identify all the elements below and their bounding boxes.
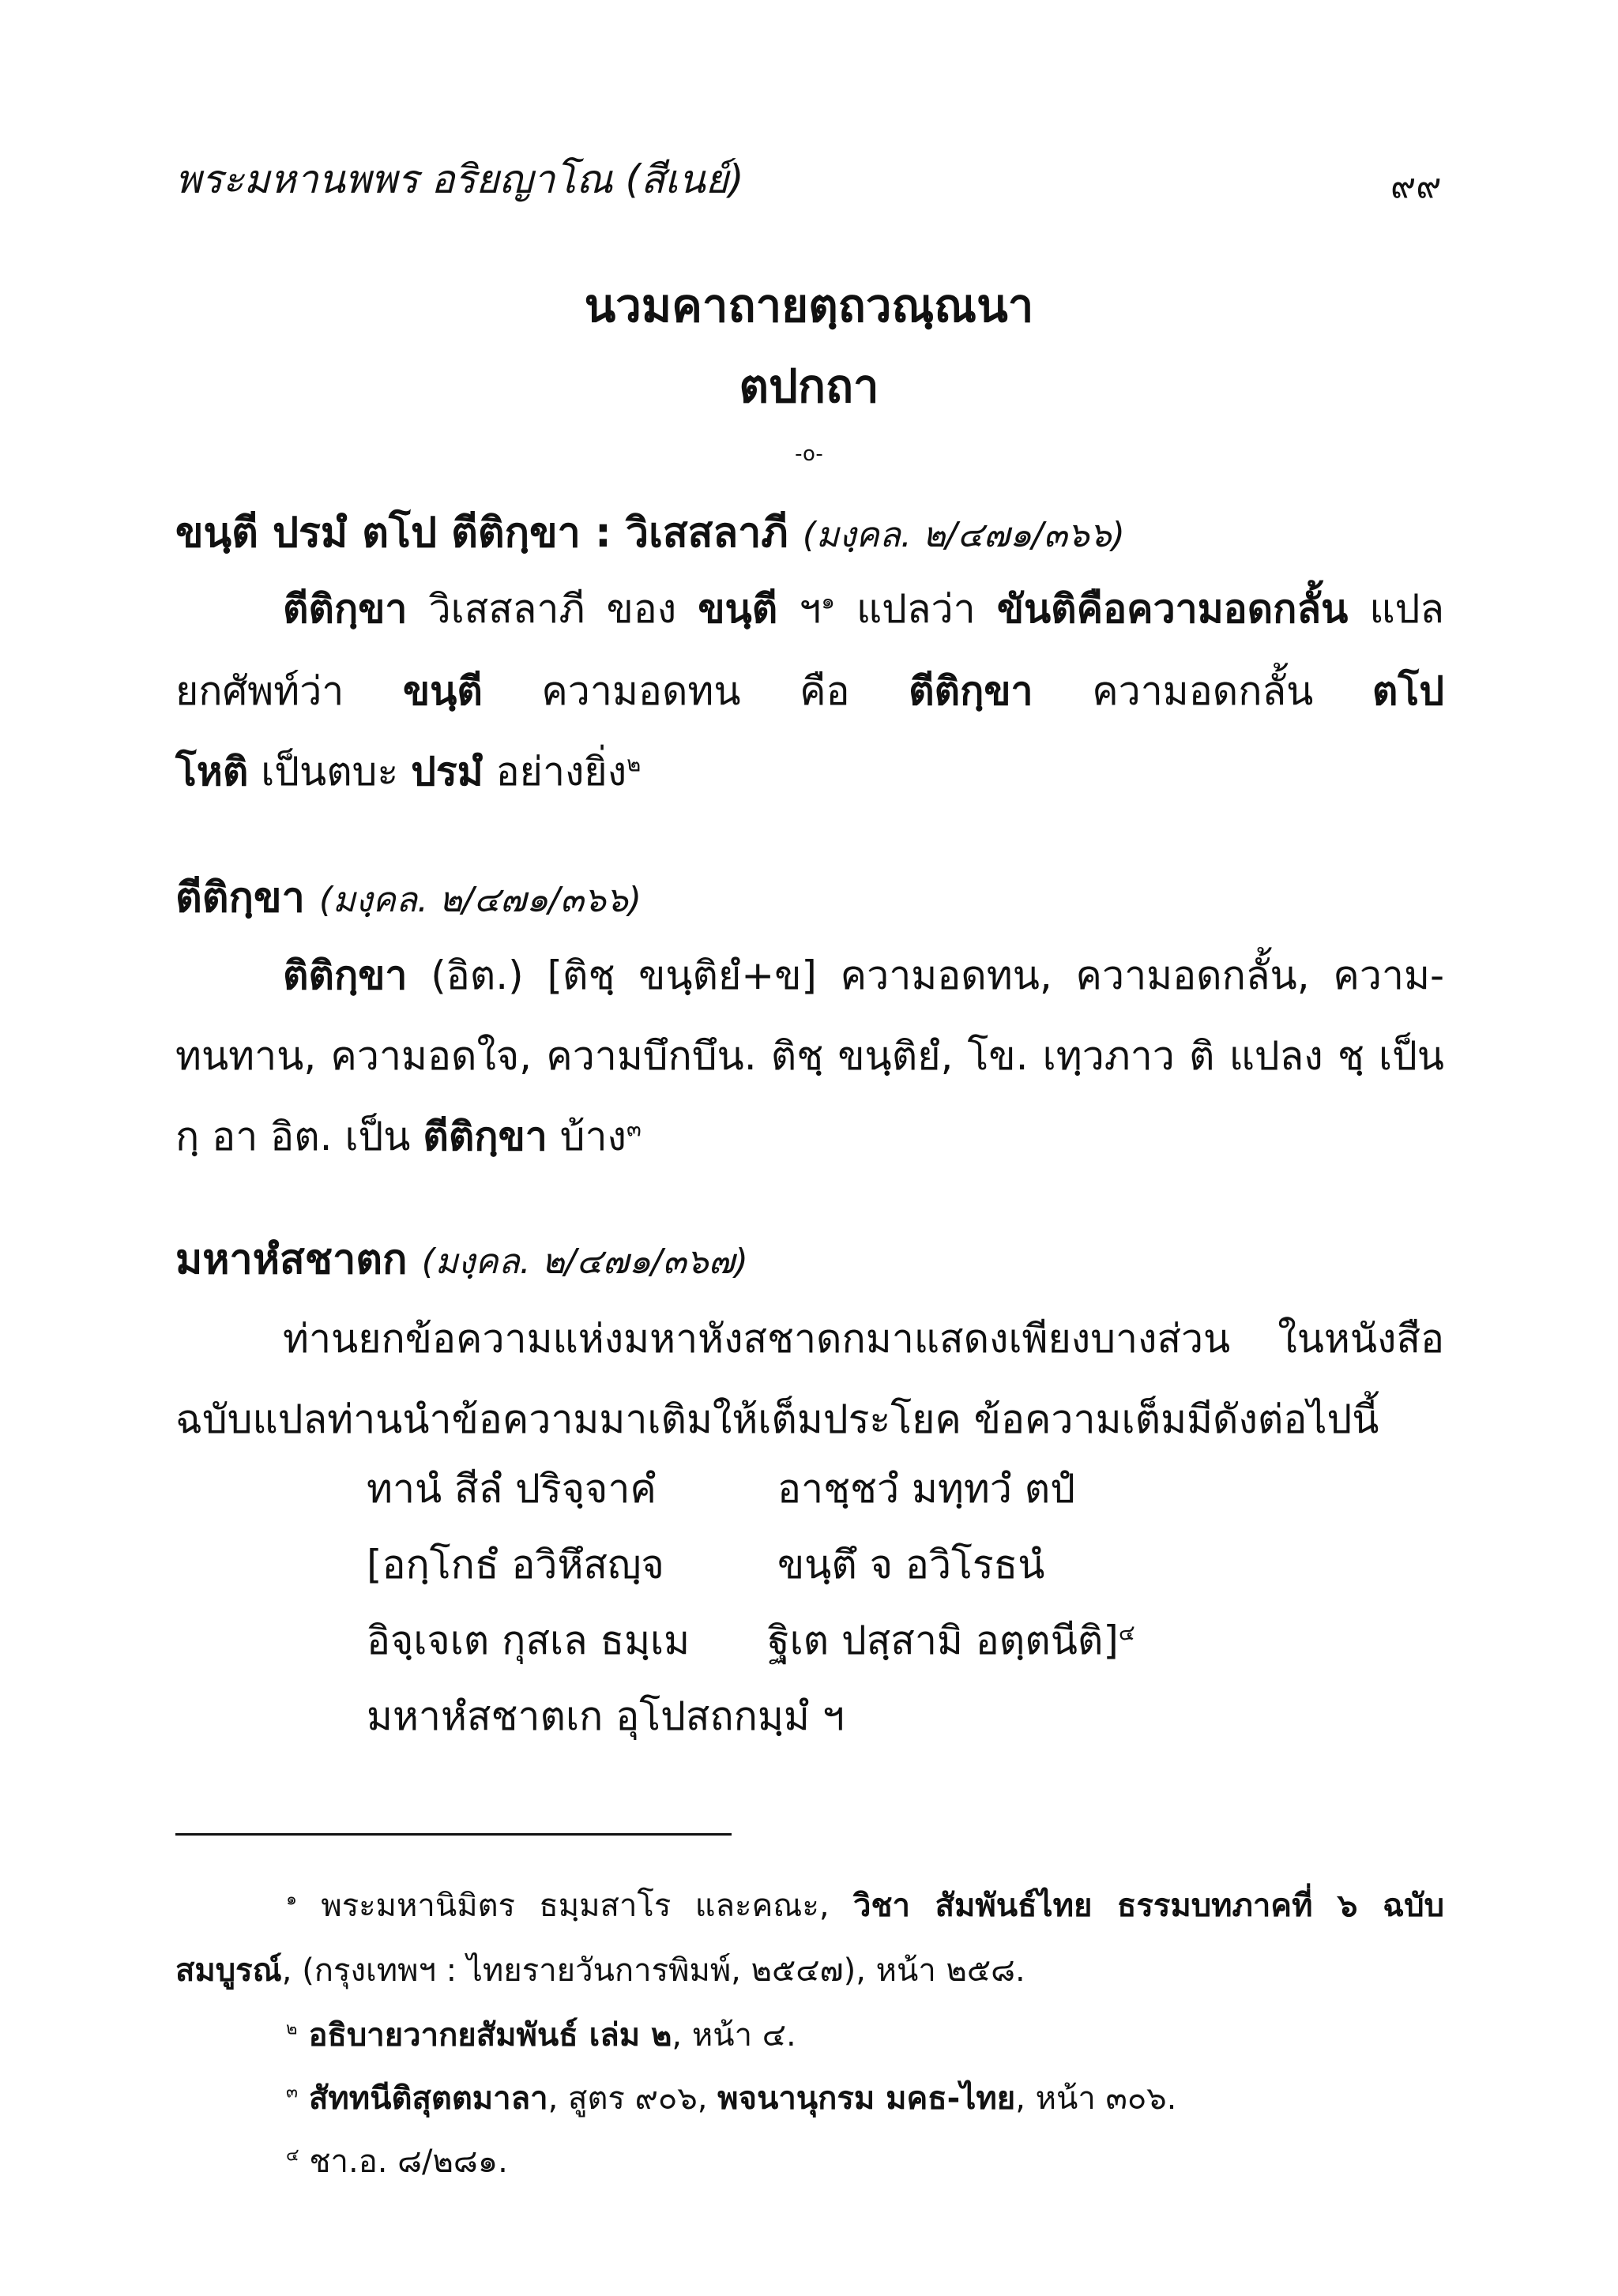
text: ความอดกลั้น: [1033, 668, 1372, 714]
chapter-title: นวมคาถายตฺถวณฺณนา: [584, 279, 1034, 333]
text: , หน้า ๔.: [672, 2017, 796, 2054]
term: ตโป: [1372, 668, 1444, 714]
text: ฯ: [777, 586, 822, 632]
paragraph-line: ทนทาน, ความอดใจ, ความบึกบึน. ติชฺ ขนฺติยํ, โข. เทฺวภาว ติ แปลง ชฺ เป็น: [175, 1033, 1444, 1079]
footnote-4: [286, 2136, 508, 2186]
term: ขันติคือความอดกลั้น: [996, 586, 1349, 632]
book-title: พจนานุกรม มคธ-ไทย: [717, 2080, 1016, 2117]
term: ตีติกฺขา: [909, 668, 1033, 714]
text: เป็นตบะ: [248, 749, 412, 795]
text: อย่างยิ่ง: [483, 749, 627, 795]
chapter-subtitle: ตปกถา: [739, 359, 879, 413]
verse-line: อาชฺชวํ มทฺทวํ ตปํ: [777, 1466, 1076, 1512]
section-heading-2: [175, 864, 642, 930]
paragraph-line: [283, 945, 1444, 1007]
footnote-number: ๓: [286, 2082, 299, 2102]
footnote-ref: ๓: [626, 1116, 642, 1142]
footnote-number: ๔: [286, 2145, 299, 2166]
term: ตีติกฺขา: [283, 586, 408, 632]
verse-line: ทานํ สีลํ ปริจฺจาคํ: [367, 1466, 657, 1512]
footnote-3: [286, 2072, 1176, 2123]
heading-reference: (มงฺคล. ๒/๔๗๑/๓๖๗): [421, 1242, 748, 1282]
text: กฺ อา อิต. เป็น: [175, 1114, 423, 1159]
term: ขนฺตี: [698, 586, 778, 632]
term: ขนฺตี: [402, 668, 483, 714]
footnote-1-cont: [175, 1945, 1025, 1995]
paragraph-line: [175, 660, 1444, 723]
book-title: วิชา สัมพันธ์ไทย ธรรมบทภาคที่ ๖ ฉบับ: [852, 1888, 1444, 1924]
verse-line: ขนฺตึ จ อวิโรธนํ: [777, 1542, 1045, 1588]
footnote-number: ๒: [286, 2019, 298, 2039]
text: วิเสสลาภี ของ: [407, 586, 698, 632]
footnote-ref: ๒: [627, 751, 642, 777]
footnote-2: [286, 2009, 796, 2060]
footnote-ref: ๑: [821, 588, 835, 614]
term: ปรมํ: [411, 749, 484, 795]
text: แปล: [1348, 586, 1444, 632]
text: (อิต.) [ติชฺ ขนฺติยํ+ข] ความอดทน, ความอดกลั้น, ความ-: [407, 953, 1444, 998]
section-heading-3: [175, 1226, 748, 1291]
footnote-ref: ๔: [1118, 1620, 1135, 1646]
term: ติติกฺขา: [283, 953, 408, 998]
verse-line: มหาหํสชาตเก อุโปสถกมฺมํ ฯ: [367, 1693, 845, 1739]
paragraph-line: ท่านยกข้อความแห่งมหาหังสชาดกมาแสดงเพียงบางส่วน ในหนังสือ: [283, 1316, 1444, 1362]
running-title: พระมหานพพร อริยญาโณ (สีเนย์): [175, 156, 744, 202]
verse-line: [768, 1610, 1135, 1672]
book-title: อธิบายวากยสัมพันธ์ เล่ม ๒: [297, 2017, 672, 2054]
verse-line: อิจฺเจเต กุสเล ธมฺเม: [367, 1618, 690, 1663]
text: แปลว่า: [834, 586, 997, 632]
text: , (กรุงเทพฯ : ไทยรายวันการพิมพ์, ๒๕๔๗), หน้า ๒๕๘.: [281, 1952, 1025, 1989]
section-heading-1: [175, 499, 1125, 565]
footnote-number: ๑: [286, 1889, 297, 1910]
text: , สูตร ๙๐๖,: [547, 2080, 718, 2117]
text: บ้าง: [547, 1114, 627, 1159]
paragraph-line: [175, 741, 641, 803]
text: ชา.อ. ๘/๒๘๑.: [299, 2144, 508, 2180]
paragraph-line: ฉบับแปลท่านนำข้อความมาเติมให้เต็มประโยค ข้อความเต็มมีดังต่อไปนี้: [175, 1396, 1379, 1442]
verse-text: ฐิเต ปสฺสามิ อตฺตนีติ]: [768, 1618, 1119, 1663]
term: โหติ: [175, 749, 249, 795]
text: ยกศัพท์ว่า: [175, 668, 403, 714]
heading-reference: (มงฺคล. ๒/๔๗๑/๓๖๖): [318, 880, 642, 920]
book-title: สมบูรณ์: [175, 1952, 282, 1989]
heading-text: ตีติกฺขา: [175, 874, 305, 922]
book-title: สัททนีติสุตตมาลา: [298, 2080, 548, 2117]
heading-reference: (มงฺคล. ๒/๔๗๑/๓๖๖): [802, 515, 1125, 555]
term: ตีติกฺขา: [423, 1114, 547, 1159]
verse-line: [อกฺโกธํ อวิหึสญฺจ: [367, 1542, 664, 1588]
paragraph-line: [175, 1106, 642, 1168]
text: พระมหานิมิตร ธมฺมสาโร และคณะ,: [296, 1888, 853, 1924]
footnote-1: [286, 1880, 1444, 1930]
text: ความอดทน คือ: [482, 668, 909, 714]
heading-text: มหาหํสชาตก: [175, 1236, 408, 1283]
text: , หน้า ๓๐๖.: [1015, 2080, 1177, 2117]
section-separator: -o-: [795, 442, 823, 466]
page-number: ๙๙: [1390, 166, 1442, 206]
footnote-rule: [175, 1833, 732, 1836]
paragraph-line: [283, 578, 1444, 641]
heading-text: ขนฺตี ปรมํ ตโป ตีติกฺขา : วิเสสลาภี: [175, 509, 788, 557]
